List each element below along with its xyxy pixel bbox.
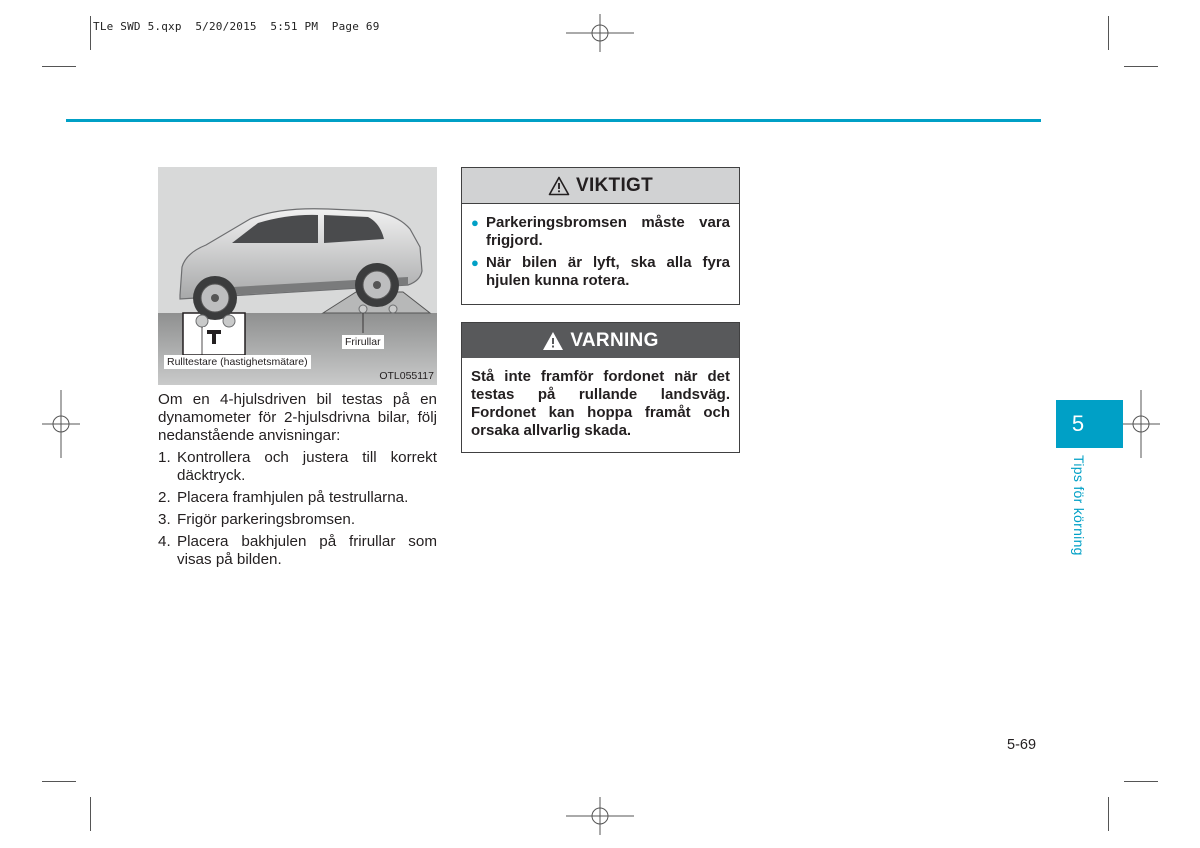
notice-title: VIKTIGT <box>575 174 654 196</box>
crop-mark <box>90 797 91 831</box>
step-number: 2. <box>158 489 171 506</box>
figure-code: OTL055117 <box>379 370 434 382</box>
crop-mark <box>1124 781 1158 782</box>
registration-mark-right <box>1122 390 1160 458</box>
warning-text: Stå inte framför fordonet när det testas på rullande landsväg. Fordonet kan hoppa framåt och orsaka allvarlig skada. <box>471 368 730 439</box>
list-item <box>471 254 730 290</box>
step-text: Kontrollera och justera till korrekt däcktryck. <box>177 449 437 484</box>
chapter-number: 5 <box>1071 411 1085 436</box>
warning-title: VARNING <box>570 329 659 351</box>
step-text: Frigör parkeringsbromsen. <box>177 511 356 528</box>
free-rollers-label: Frirullar <box>342 335 384 349</box>
warning-outline-icon <box>548 176 570 196</box>
crop-mark <box>90 16 91 50</box>
step-text: Placera framhjulen på testrullarna. <box>177 489 409 506</box>
list-item <box>471 214 730 250</box>
notice-header <box>462 168 739 204</box>
registration-mark-left <box>42 390 80 458</box>
steps-list <box>158 449 437 569</box>
list-item <box>158 533 437 569</box>
list-item <box>158 449 437 485</box>
intro-paragraph: Om en 4-hjulsdriven bil testas på en dynamometer för 2-hjulsdrivna bilar, följ nedanstående anvisningar: <box>158 391 437 444</box>
car-on-rollers-illustration <box>158 167 437 385</box>
roller-tester-label: Rulltestare (hastighetsmätare) <box>164 355 311 369</box>
crop-mark <box>1124 66 1158 67</box>
registration-mark-bottom <box>566 797 634 835</box>
instructions-text <box>158 391 437 573</box>
bullet-icon: ● <box>471 215 479 230</box>
crop-mark <box>42 781 76 782</box>
print-slug: TLe SWD 5.qxp 5/20/2015 5:51 PM Page 69 <box>93 20 380 33</box>
crop-mark <box>1108 16 1109 50</box>
chapter-tab <box>1056 400 1123 448</box>
step-number: 4. <box>158 533 171 550</box>
registration-mark-top <box>566 14 634 52</box>
chapter-title <box>1071 455 1091 570</box>
list-item <box>158 489 437 507</box>
notice-item-text: När bilen är lyft, ska alla fyra hjulen kunna rotera. <box>486 254 730 289</box>
step-text: Placera bakhjulen på frirullar som visas på bilden. <box>177 533 437 568</box>
crop-mark <box>42 66 76 67</box>
notice-list <box>462 204 739 290</box>
warning-box <box>461 322 740 453</box>
bullet-icon: ● <box>471 255 479 270</box>
warning-header <box>462 323 739 358</box>
dynamometer-figure <box>158 167 437 385</box>
notice-item-text: Parkeringsbromsen måste vara frigjord. <box>486 214 730 249</box>
warning-filled-icon <box>542 331 564 351</box>
step-number: 3. <box>158 511 171 528</box>
step-number: 1. <box>158 449 171 466</box>
crop-mark <box>1108 797 1109 831</box>
page-number: 5-69 <box>1007 737 1037 753</box>
header-rule <box>66 119 1041 122</box>
list-item <box>158 511 437 529</box>
chapter-title-text: Tips för körning <box>1071 455 1087 556</box>
notice-box <box>461 167 740 305</box>
